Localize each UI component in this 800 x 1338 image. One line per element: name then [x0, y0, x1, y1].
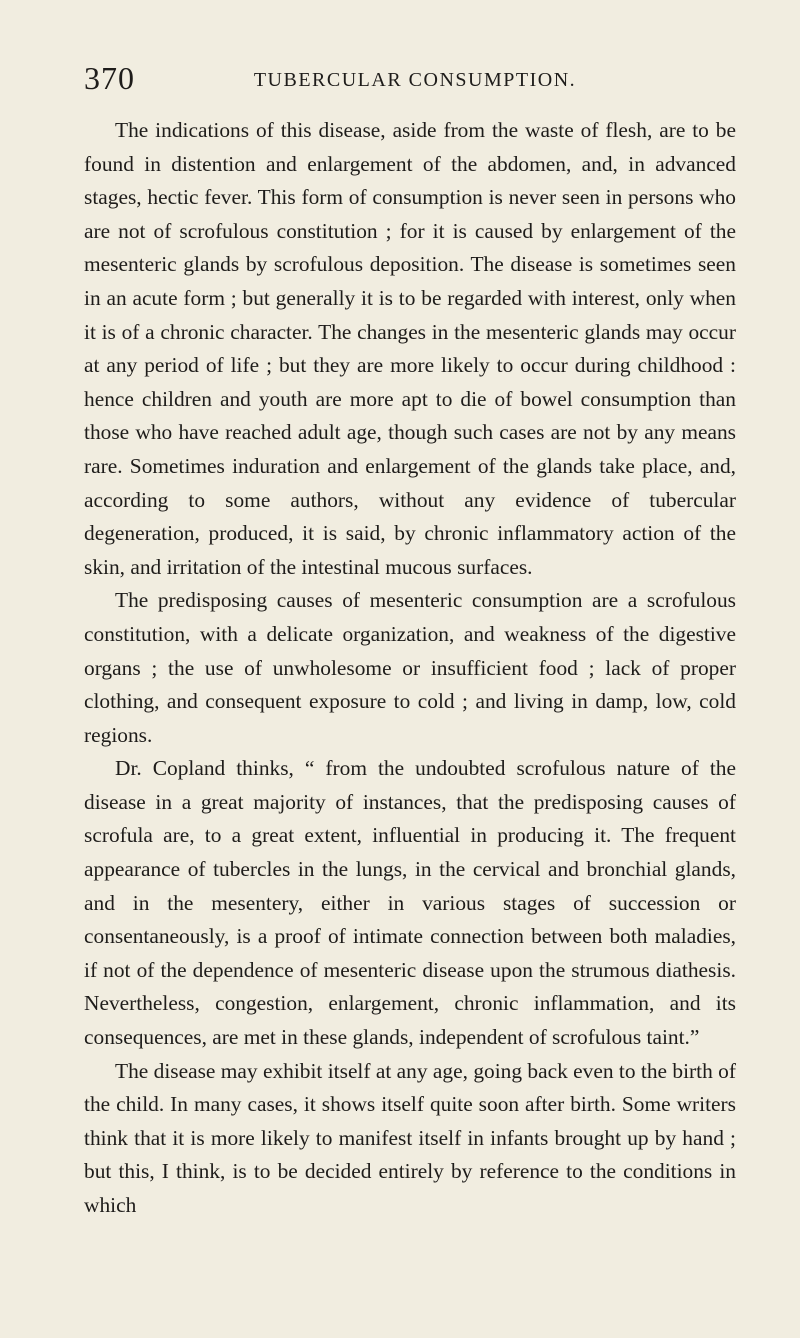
running-head: TUBERCULAR CONSUMPTION.	[253, 69, 577, 91]
paragraph: Dr. Copland thinks, “ from the undoubted scrofulous nature of the disease in a great majority of instances, that the predisposing causes of scrofula are, to a great extent, influential in producing it. The frequent appearance of tubercles in the lungs, in the cervical and bronchial glands, and in the mesentery, either in various stages of succession or consentaneously, is a proof of intimate connection between both maladies, if not of the dependence of mesenteric disease upon the strumous diathesis. Nevertheless, congestion, enlargement, chronic inflammation, and its consequences, are met in these glands, independent of scrofulous taint.”	[84, 756, 736, 1050]
paragraph: The predisposing causes of mesenteric consumption are a scrofulous constitution, with a delicate organization, and weakness of the digestive organs ; the use of unwholesome or insufficient food ; lack of proper clothing, and consequent exposure to cold ; and living in damp, low, cold regions.	[84, 588, 736, 747]
paragraph: The indications of this disease, aside from the waste of flesh, are to be found in distention and enlargement of the abdomen, and, in advanced stages, hectic fever. This form of consumption is never seen in persons who are not of scrofulous constitution ; for it is caused by enlargement of the mesenteric glands by scrofulous deposition. The disease is sometimes seen in an acute form ; but generally it is to be regarded with interest, only when it is of a chronic character. The changes in the mesenteric glands may occur at any period of life ; but they are more likely to occur during childhood : hence children and youth are more apt to die of bowel consumption than those who have reached adult age, though such cases are not by any means rare. Sometimes induration and enlargement of the glands take place, and, according to some authors, without any evidence of tubercular degeneration, produced, it is said, by chronic inflammatory action of the skin, and irritation of the intestinal mucous surfaces.	[84, 118, 736, 579]
page-header	[84, 60, 738, 96]
paragraph: The disease may exhibit itself at any age, going back even to the birth of the child. In many cases, it shows itself quite soon after birth. Some writers think that it is more likely to manifest itself in infants brought up by hand ; but this, I think, is to be decided entirely by reference to the conditions in which	[84, 1058, 736, 1217]
page-number: 370	[84, 60, 135, 96]
body-text	[84, 114, 736, 1223]
